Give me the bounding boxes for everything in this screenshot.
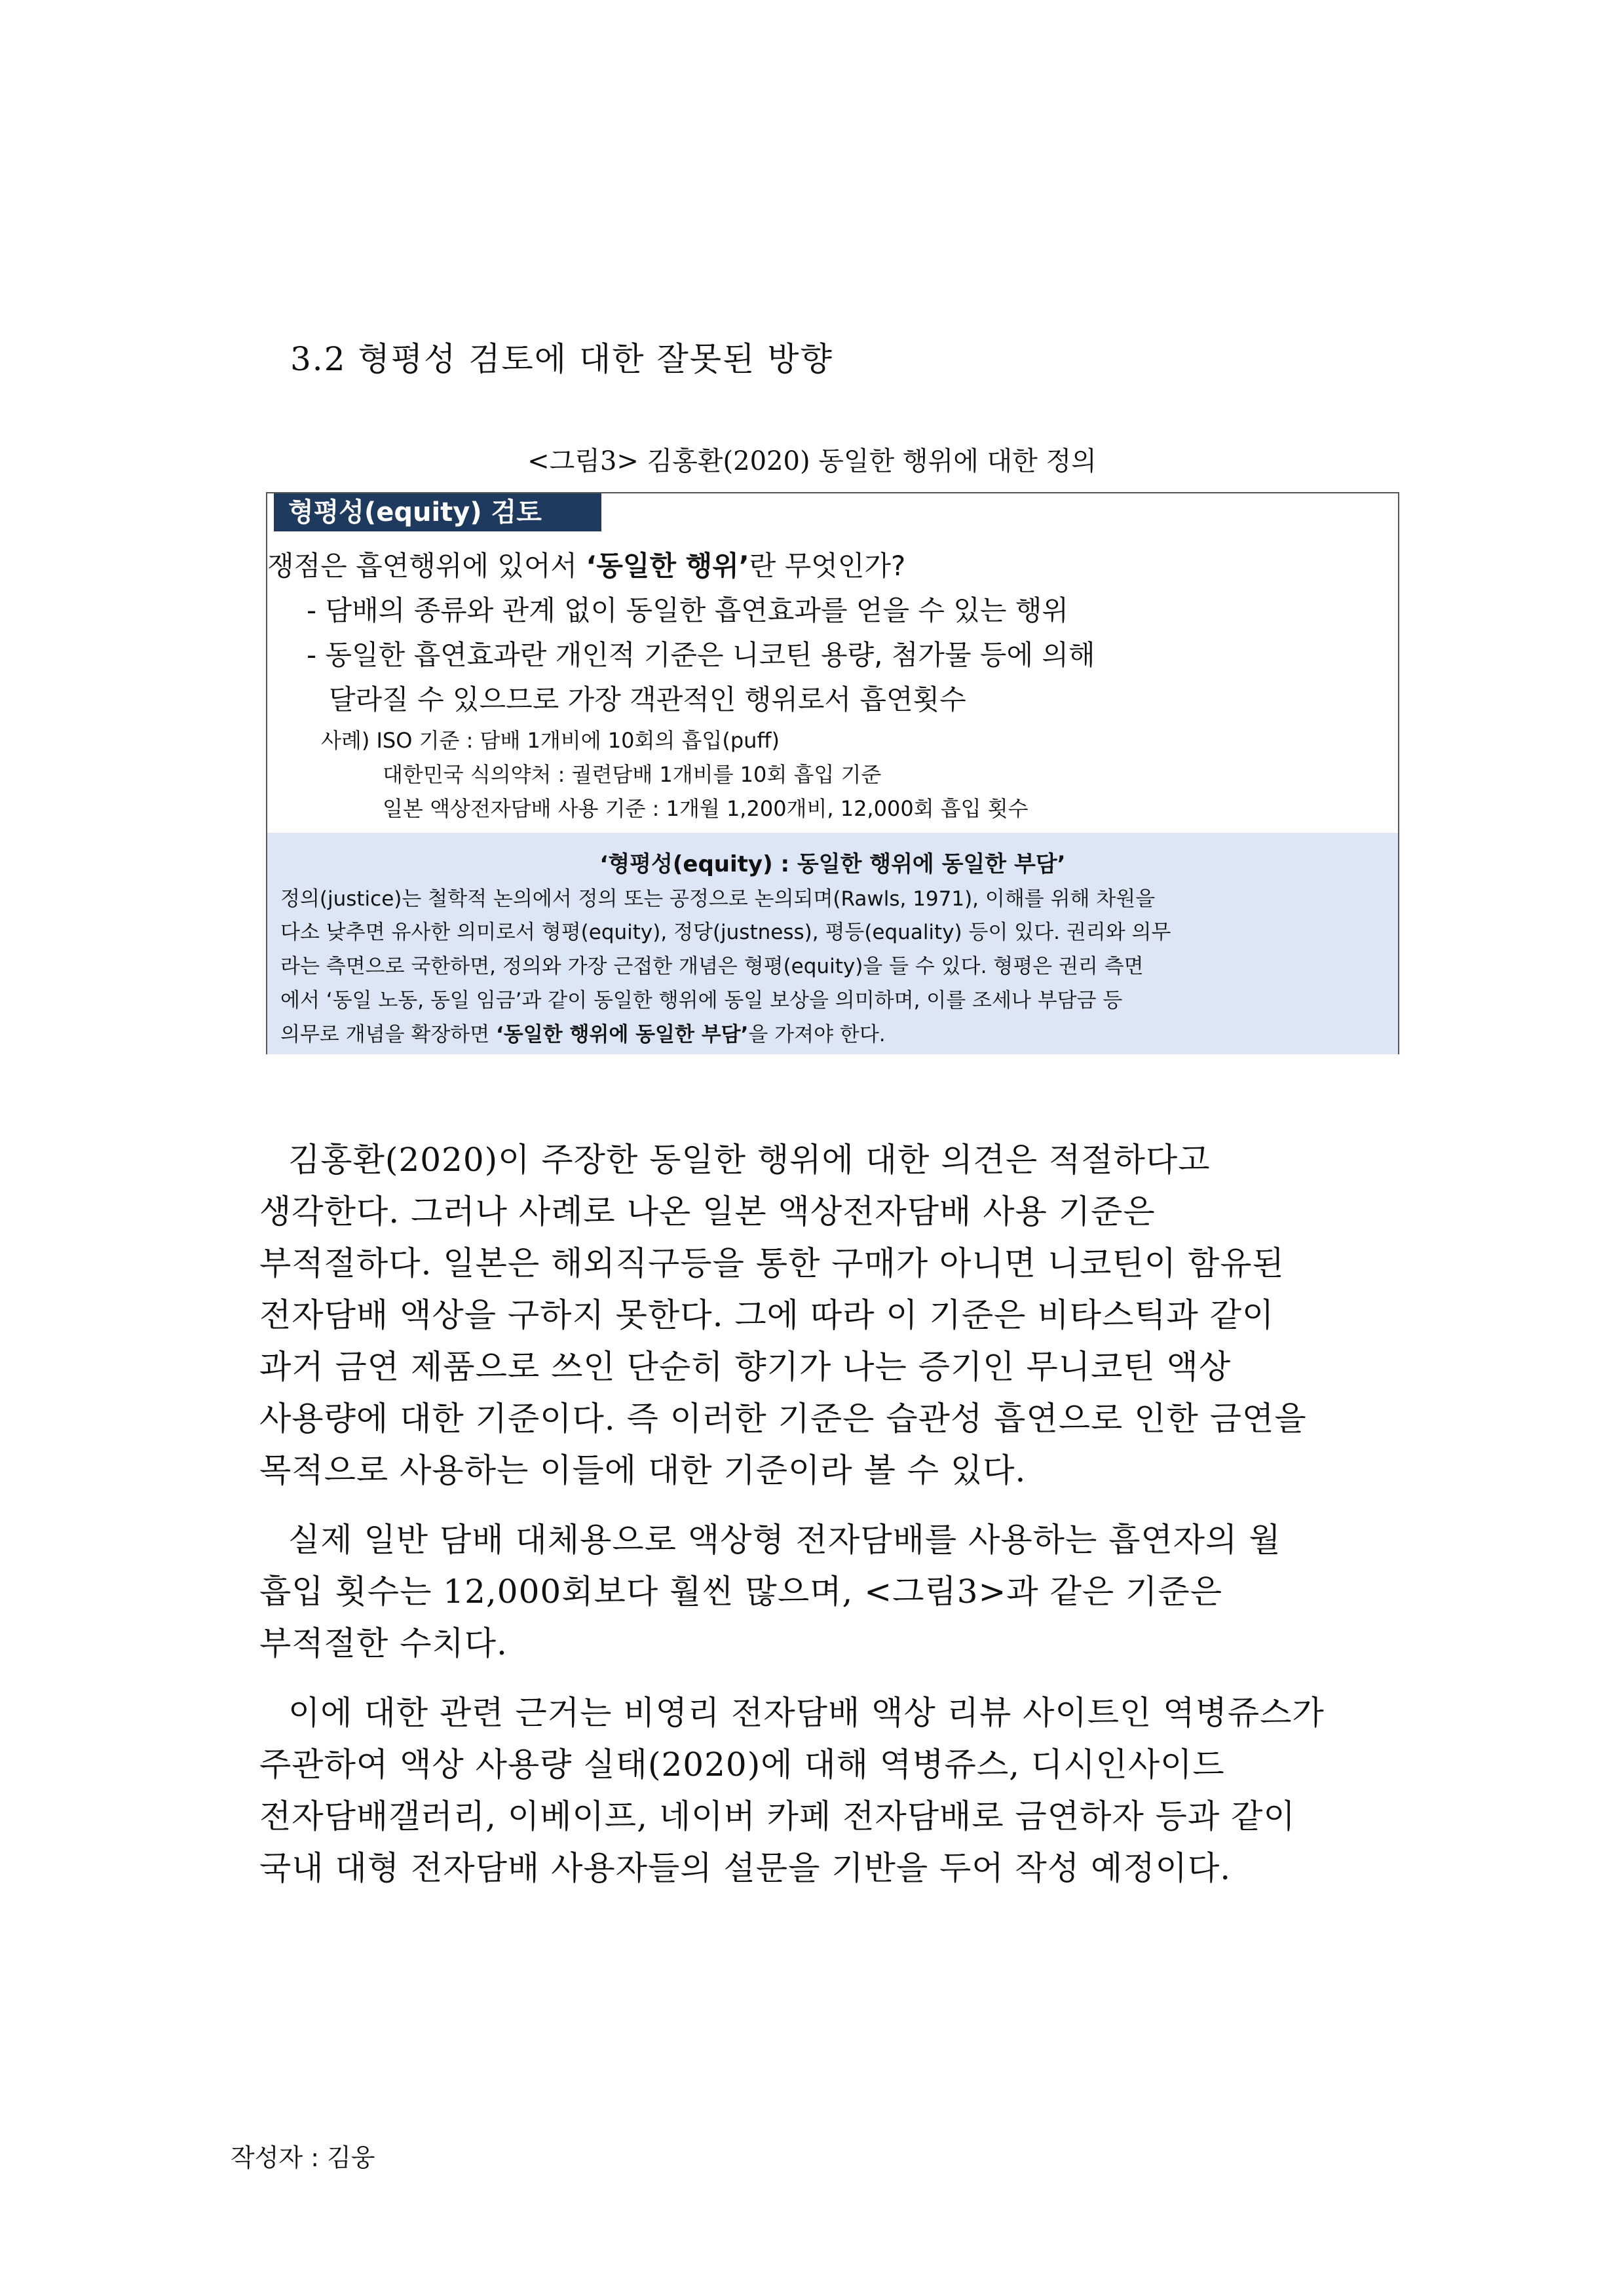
paragraph-1-line: 생각한다. 그러나 사례로 나온 일본 액상전자담배 사용 기준은 [259, 1193, 1156, 1231]
section-heading: 3.2 형평성 검토에 대한 잘못된 방향 [290, 340, 833, 378]
paragraph-1-line: 전자담배 액상을 구하지 못한다. 그에 따라 이 기준은 비타스틱과 같이 [259, 1296, 1275, 1334]
definition-suffix: 을 가져야 한다. [748, 1023, 886, 1046]
page-footer-author: 작성자 : 김웅 [231, 2143, 375, 2172]
paragraph-3-line: 국내 대형 전자담배 사용자들의 설문을 기반을 두어 작성 예정이다. [259, 1849, 1232, 1887]
paragraph-1-line: 과거 금연 제품으로 쓰인 단순히 향기가 나는 증기인 무니코틴 액상 [259, 1348, 1232, 1386]
paragraph-1-line: 김홍환(2020)이 주장한 동일한 행위에 대한 의견은 적절하다고 [288, 1141, 1211, 1179]
definition-title: ‘형평성(equity) : 동일한 행위에 동일한 부담’ [599, 851, 1066, 877]
paragraph-2-line: 흡입 횟수는 12,000회보다 훨씬 많으며, <그림3>과 같은 기준은 [259, 1573, 1222, 1611]
definition-emphasis: ‘동일한 행위에 동일한 부담’ [496, 1023, 749, 1046]
definition-line: 다소 낮추면 유사한 의미로서 형평(equity), 정당(justness), 평등(equality) 등이 있다. 권리와 의무 [280, 921, 1171, 944]
figure-item-continued: 달라질 수 있으므로 가장 객관적인 행위로서 흡연횟수 [329, 683, 966, 716]
question-suffix: 란 무엇인가? [749, 550, 906, 582]
definition-line: 정의(justice)는 철학적 논의에서 정의 또는 공정으로 논의되며(Rawls, 1971), 이해를 위해 차원을 [280, 887, 1156, 911]
paragraph-2-line: 실제 일반 담배 대체용으로 액상형 전자담배를 사용하는 흡연자의 월 [288, 1521, 1281, 1559]
paragraph-3-line: 주관하여 액상 사용량 실태(2020)에 대해 역병쥬스, 디시인사이드 [259, 1746, 1225, 1784]
question-emphasis: ‘동일한 행위’ [586, 550, 749, 582]
figure-question [267, 545, 905, 584]
paragraph-1-line: 사용량에 대한 기준이다. 즉 이러한 기준은 습관성 흡연으로 인한 금연을 [259, 1400, 1307, 1438]
question-text: 쟁점은 흡연행위에 있어서 [267, 550, 586, 582]
figure-box [266, 492, 1399, 1054]
paragraph-3-line: 이에 대한 관련 근거는 비영리 전자담배 액상 리뷰 사이트인 역병쥬스가 [288, 1694, 1325, 1732]
paragraph-1-line: 목적으로 사용하는 이들에 대한 기준이라 볼 수 있다. [259, 1451, 1027, 1489]
definition-box [267, 833, 1398, 1054]
definition-line [280, 1018, 886, 1047]
paragraph-2-line: 부적절한 수치다. [259, 1624, 508, 1662]
figure-title: 형평성(equity) 검토 [274, 493, 601, 531]
figure-caption: <그림3> 김홍환(2020) 동일한 행위에 대한 정의 [527, 446, 1097, 476]
paragraph-3-line: 전자담배갤러리, 이베이프, 네이버 카페 전자담배로 금연하자 등과 같이 [259, 1797, 1296, 1835]
figure-example: 대한민국 식의약처 : 궐련담배 1개비를 10회 흡입 기준 [383, 762, 882, 787]
definition-line: 라는 측면으로 국한하면, 정의와 가장 근접한 개념은 형평(equity)을 들 수 있다. 형평은 권리 측면 [280, 955, 1144, 978]
figure-example: 사례) ISO 기준 : 담배 1개비에 10회의 흡입(puff) [321, 728, 780, 753]
figure-item: - 담배의 종류와 관계 없이 동일한 흡연효과를 얻을 수 있는 행위 [307, 594, 1068, 626]
figure-example: 일본 액상전자담배 사용 기준 : 1개월 1,200개비, 12,000회 흡입 횟수 [383, 796, 1029, 821]
figure-item: - 동일한 흡연효과란 개인적 기준은 니코틴 용량, 첨가물 등에 의해 [307, 639, 1095, 671]
paragraph-1-line: 부적절하다. 일본은 해외직구등을 통한 구매가 아니면 니코틴이 함유된 [259, 1244, 1285, 1282]
definition-text: 의무로 개념을 확장하면 [280, 1023, 497, 1046]
definition-line: 에서 ‘동일 노동, 동일 임금’과 같이 동일한 행위에 동일 보상을 의미하며, 이를 조세나 부담금 등 [280, 989, 1123, 1012]
